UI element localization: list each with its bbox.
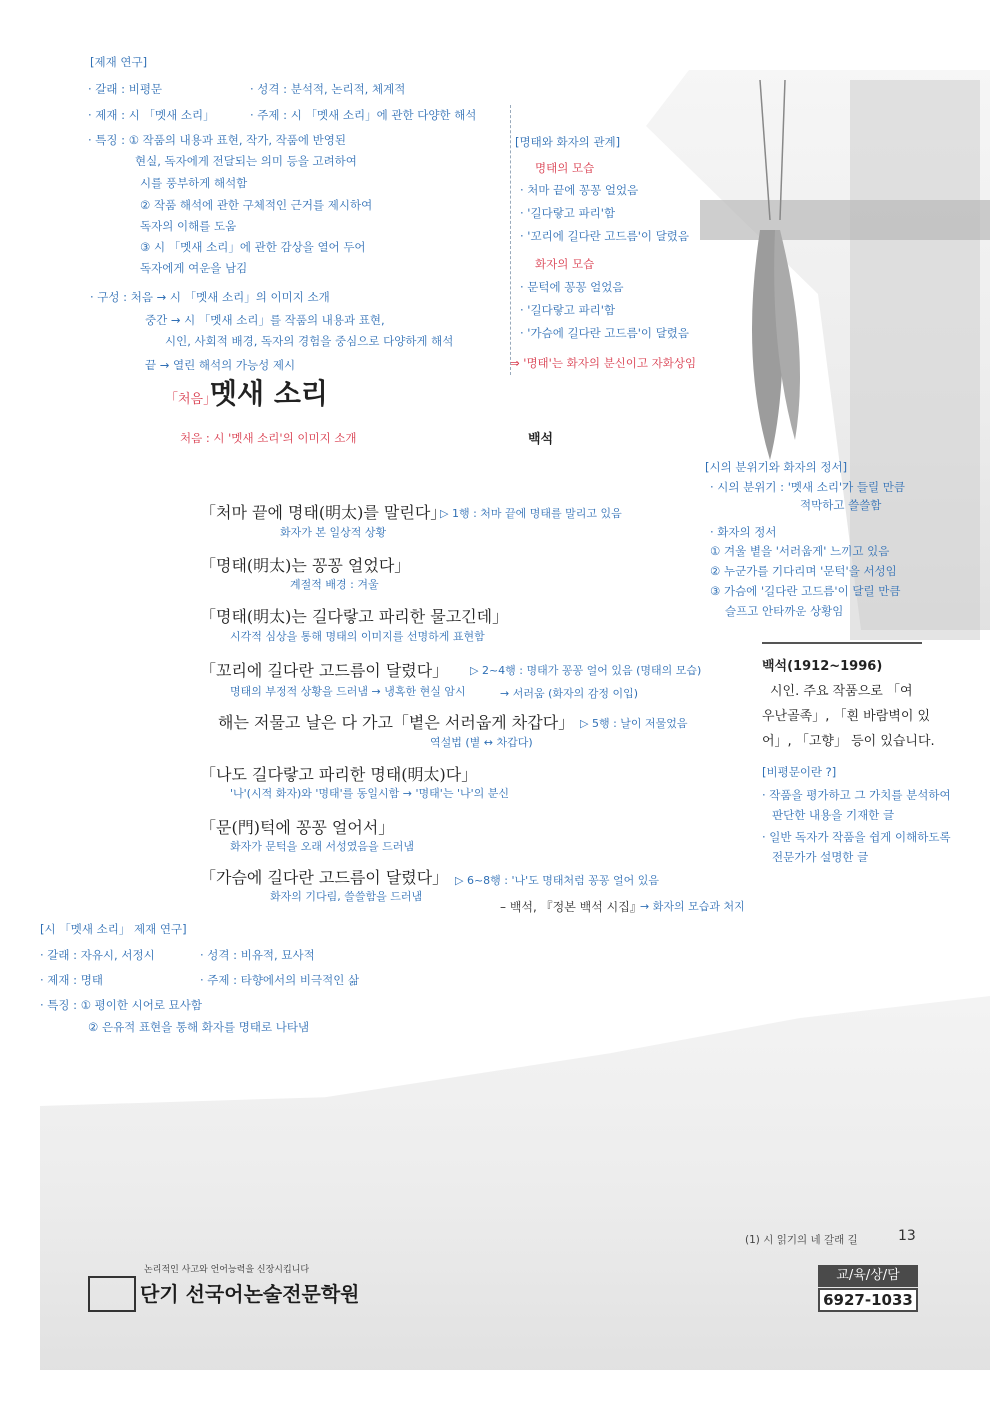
poem-study-feature-1: · 특징 : ① 평이한 시어로 묘사함 (40, 998, 202, 1012)
poem-line-4: 「꼬리에 길다란 고드름이 달렸다」 (200, 661, 449, 680)
study-row-nature: · 성격 : 분석적, 논리적, 체계적 (250, 82, 406, 96)
critique-line-1: · 작품을 평가하고 그 가치를 분석하여 (762, 788, 951, 802)
page-number: 13 (898, 1228, 916, 1244)
poem-under-note-3: 시각적 심상을 통해 명태의 이미지를 선명하게 표현함 (230, 630, 485, 643)
bio-title: 백석(1912~1996) (762, 659, 883, 674)
study-row-feature-1: · 특징 : ① 작품의 내용과 표현, 작가, 작품에 반영된 (88, 133, 347, 147)
study-row-genre: · 갈래 : 비평문 (88, 82, 163, 96)
poem-under-note-6: '나'(시적 화자)와 '명태'를 동일시함 → '명태'는 '나'의 분신 (230, 787, 509, 800)
study-row-feature-1c: 시를 풍부하게 해석함 (140, 176, 248, 190)
poem-line-5: 해는 저물고 날은 다 가고「볕은 서러웁게 차갑다」 (218, 713, 575, 732)
relation-speaker-item-2: · '길다랗고 파리'함 (520, 303, 616, 317)
study-row-feature-2: ② 작품 해석에 관한 구체적인 근거를 제시하여 (140, 198, 373, 212)
relation-fish-item-1: · 처마 끝에 꽁꽁 얼었음 (520, 183, 639, 197)
study-row-feature-2b: 독자의 이해를 도움 (140, 219, 237, 233)
chapter-label: (1) 시 읽기의 네 갈래 길 (745, 1234, 858, 1246)
page-title: 멧새 소리 (210, 377, 328, 410)
mood-line-4: ① 겨울 볕을 '서러웁게' 느끼고 있음 (710, 544, 890, 558)
study-row-feature-1b: 현실, 독자에게 전달되는 의미 등을 고려하여 (135, 154, 357, 168)
relation-speaker-item-1: · 문턱에 꽁꽁 얼었음 (520, 280, 624, 294)
study-header: [제재 연구] (90, 55, 148, 69)
poem-under-note-2: 계절적 배경 : 겨울 (290, 578, 379, 591)
structure-end: 끝 → 열린 해석의 가능성 제시 (145, 358, 296, 372)
academy-logo (88, 1262, 418, 1314)
study-row-subject: · 제재 : 시 「멧새 소리」 (88, 108, 215, 122)
academy-slogan: 논리적인 사고와 언어능력을 신장시킵니다 (144, 1265, 310, 1275)
mood-line-1: · 시의 분위기 : '멧새 소리'가 들릴 만큼 (710, 480, 905, 494)
poem-source: – 백석, 『정본 백석 시집』 (500, 900, 642, 914)
critique-line-2: 판단한 내용을 기재한 글 (772, 808, 895, 822)
critique-line-4: 전문가가 설명한 글 (772, 850, 869, 864)
poem-line-7: 「문(門)턱에 꽁꽁 얼어서」 (200, 818, 395, 837)
relation-speaker-title: 화자의 모습 (535, 257, 595, 271)
academy-name: 단기 선국어논술전문학원 (140, 1282, 360, 1306)
poem-line-3: 「명태(明太)는 길다랗고 파리한 물고긴데」 (200, 607, 509, 626)
study-row-theme: · 주제 : 시 「멧새 소리」에 관한 다양한 해석 (250, 108, 477, 122)
poem-study-subject: · 제재 : 명태 (40, 973, 103, 987)
poem-line-8: 「가슴에 길다란 고드름이 달렸다」 (200, 868, 449, 887)
academy-emblem (88, 1276, 136, 1312)
consult-badge: 교/육/상/담 (818, 1265, 918, 1287)
poem-study-theme: · 주제 : 타향에서의 비극적인 삶 (200, 973, 360, 987)
poem-side-note-1: ▷ 1행 : 처마 끝에 명태를 말리고 있음 (440, 507, 622, 520)
critique-line-3: · 일반 독자가 작품을 쉽게 이해하도록 (762, 830, 951, 844)
relation-speaker-item-3: · '가슴에 길다란 고드름'이 달렸음 (520, 326, 690, 340)
author-name: 백석 (528, 432, 554, 447)
poem-source-note: → 화자의 모습과 처지 (640, 900, 745, 913)
mood-header: [시의 분위기와 화자의 정서] (705, 460, 848, 474)
mood-line-2: 적막하고 쓸쓸함 (800, 498, 882, 512)
bio-line-1: 시인. 주요 작품으로 「여 (770, 684, 913, 699)
title-tag: 「처음」 (165, 392, 217, 407)
relation-header: [명태와 화자의 관계] (515, 135, 621, 149)
poem-study-nature: · 성격 : 비유적, 묘사적 (200, 948, 315, 962)
study-row-feature-3b: 독자에게 여운을 남김 (140, 261, 248, 275)
poem-line-1: 「처마 끝에 명태(明太)를 말린다」 (200, 503, 447, 522)
poem-under-note-4: 명태의 부정적 상황을 드러냄 → 냉혹한 현실 암시 (230, 685, 466, 698)
critique-header: [비평문이란 ?] (762, 765, 837, 779)
structure-middle: 중간 → 시 「멧새 소리」를 작품의 내용과 표현, (145, 313, 385, 327)
dashed-divider (510, 105, 511, 375)
poem-side-note-2: ▷ 2~4행 : 명태가 꽁꽁 얼어 있음 (명태의 모습) (470, 664, 702, 677)
bio-line-3: 어」, 「고향」 등이 있습니다. (762, 734, 935, 749)
mood-line-6: ③ 가슴에 '길다란 고드름'이 달릴 만큼 (710, 584, 901, 598)
relation-fish-title: 명태의 모습 (535, 161, 595, 175)
bio-divider (762, 642, 922, 644)
poem-line-2: 「명태(明太)는 꽁꽁 얼었다」 (200, 556, 411, 575)
bio-line-2: 우난골족」, 「흰 바람벽이 있 (762, 709, 931, 724)
poem-side-note-3: → 서러움 (화자의 감정 이입) (500, 687, 639, 700)
poem-side-note-4: ▷ 5행 : 날이 저물었음 (580, 717, 688, 730)
poem-under-note-1: 화자가 본 일상적 상황 (280, 526, 387, 539)
relation-fish-item-3: · '꼬리에 길다란 고드름'이 달렸음 (520, 229, 690, 243)
relation-conclusion: ⇒ '명태'는 화자의 분신이고 자화상임 (510, 356, 697, 370)
mood-line-5: ② 누군가를 기다리며 '문턱'을 서성임 (710, 564, 897, 578)
poem-study-header: [시 「멧새 소리」 제재 연구] (40, 922, 187, 936)
structure-begin: · 구성 : 처음 → 시 「멧새 소리」의 이미지 소개 (90, 290, 330, 304)
consult-phone: 6927-1033 (818, 1288, 918, 1312)
mood-line-7: 슬프고 안타까운 상황임 (725, 604, 844, 618)
study-row-feature-3: ③ 시 「멧새 소리」에 관한 감상을 열어 두어 (140, 240, 366, 254)
poem-study-genre: · 갈래 : 자유시, 서정시 (40, 948, 155, 962)
poem-under-note-8: 화자의 기다림, 쓸쓸함을 드러냄 (270, 890, 423, 903)
poem-under-note-5: 역설법 (볕 ↔ 차갑다) (430, 736, 533, 749)
poem-study-feature-2: ② 은유적 표현을 통해 화자를 명태로 나타냄 (88, 1020, 310, 1034)
title-note: 처음 : 시 '멧새 소리'의 이미지 소개 (180, 431, 357, 445)
poem-under-note-7: 화자가 문턱을 오래 서성였음을 드러냄 (230, 840, 415, 853)
poem-side-note-5: ▷ 6~8행 : '나'도 명태처럼 꽁꽁 얼어 있음 (455, 874, 660, 887)
relation-fish-item-2: · '길다랗고 파리'함 (520, 206, 616, 220)
mood-line-3: · 화자의 정서 (710, 525, 777, 539)
poem-line-6: 「나도 길다랗고 파리한 명태(明太)다」 (200, 765, 478, 784)
structure-middle-b: 시인, 사회적 배경, 독자의 경험을 중심으로 다양하게 해석 (165, 334, 454, 348)
